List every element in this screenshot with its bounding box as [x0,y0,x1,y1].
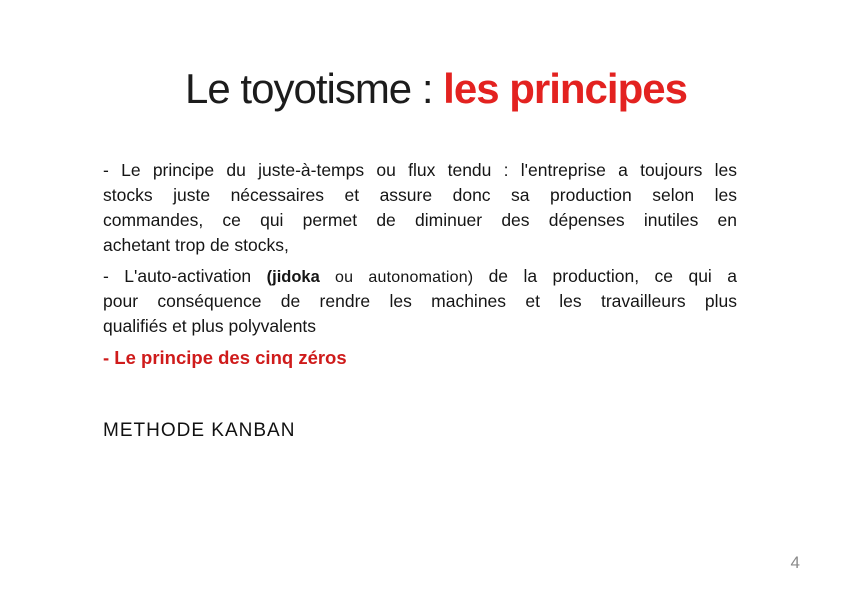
auto-activation-end: de la production, ce qui a [488,266,737,286]
autonomation-term: ou autonomation) [319,269,489,286]
page-number: 4 [790,553,800,572]
paragraph-juste-a-temps [103,158,737,258]
auto-activation-start: - L'auto-activation [103,266,267,286]
jidoka-term: (jidoka [266,268,320,286]
text-line: achetant trop de stocks, [103,235,289,255]
text-line: stocks juste nécessaires et assure donc sa production selon les [103,185,737,205]
title-prefix: Le toyotisme : [185,65,444,112]
title-highlight: les principes [443,65,687,112]
text-line [103,264,737,289]
text-line: pour conséquence de rendre les machines et les travailleurs plus [103,291,737,311]
methode-kanban-label: METHODE KANBAN [103,420,296,441]
principle-cinq-zeros: - Le principe des cinq zéros [103,347,347,368]
text-line: commandes, ce qui permet de diminuer des dépenses inutiles en [103,210,737,230]
text-line: - Le principe du juste-à-temps ou flux tendu : l'entreprise a toujours les [103,160,737,180]
paragraph-auto-activation [103,264,737,339]
page-title [30,64,842,114]
text-line: qualifiés et plus polyvalents [103,316,317,336]
